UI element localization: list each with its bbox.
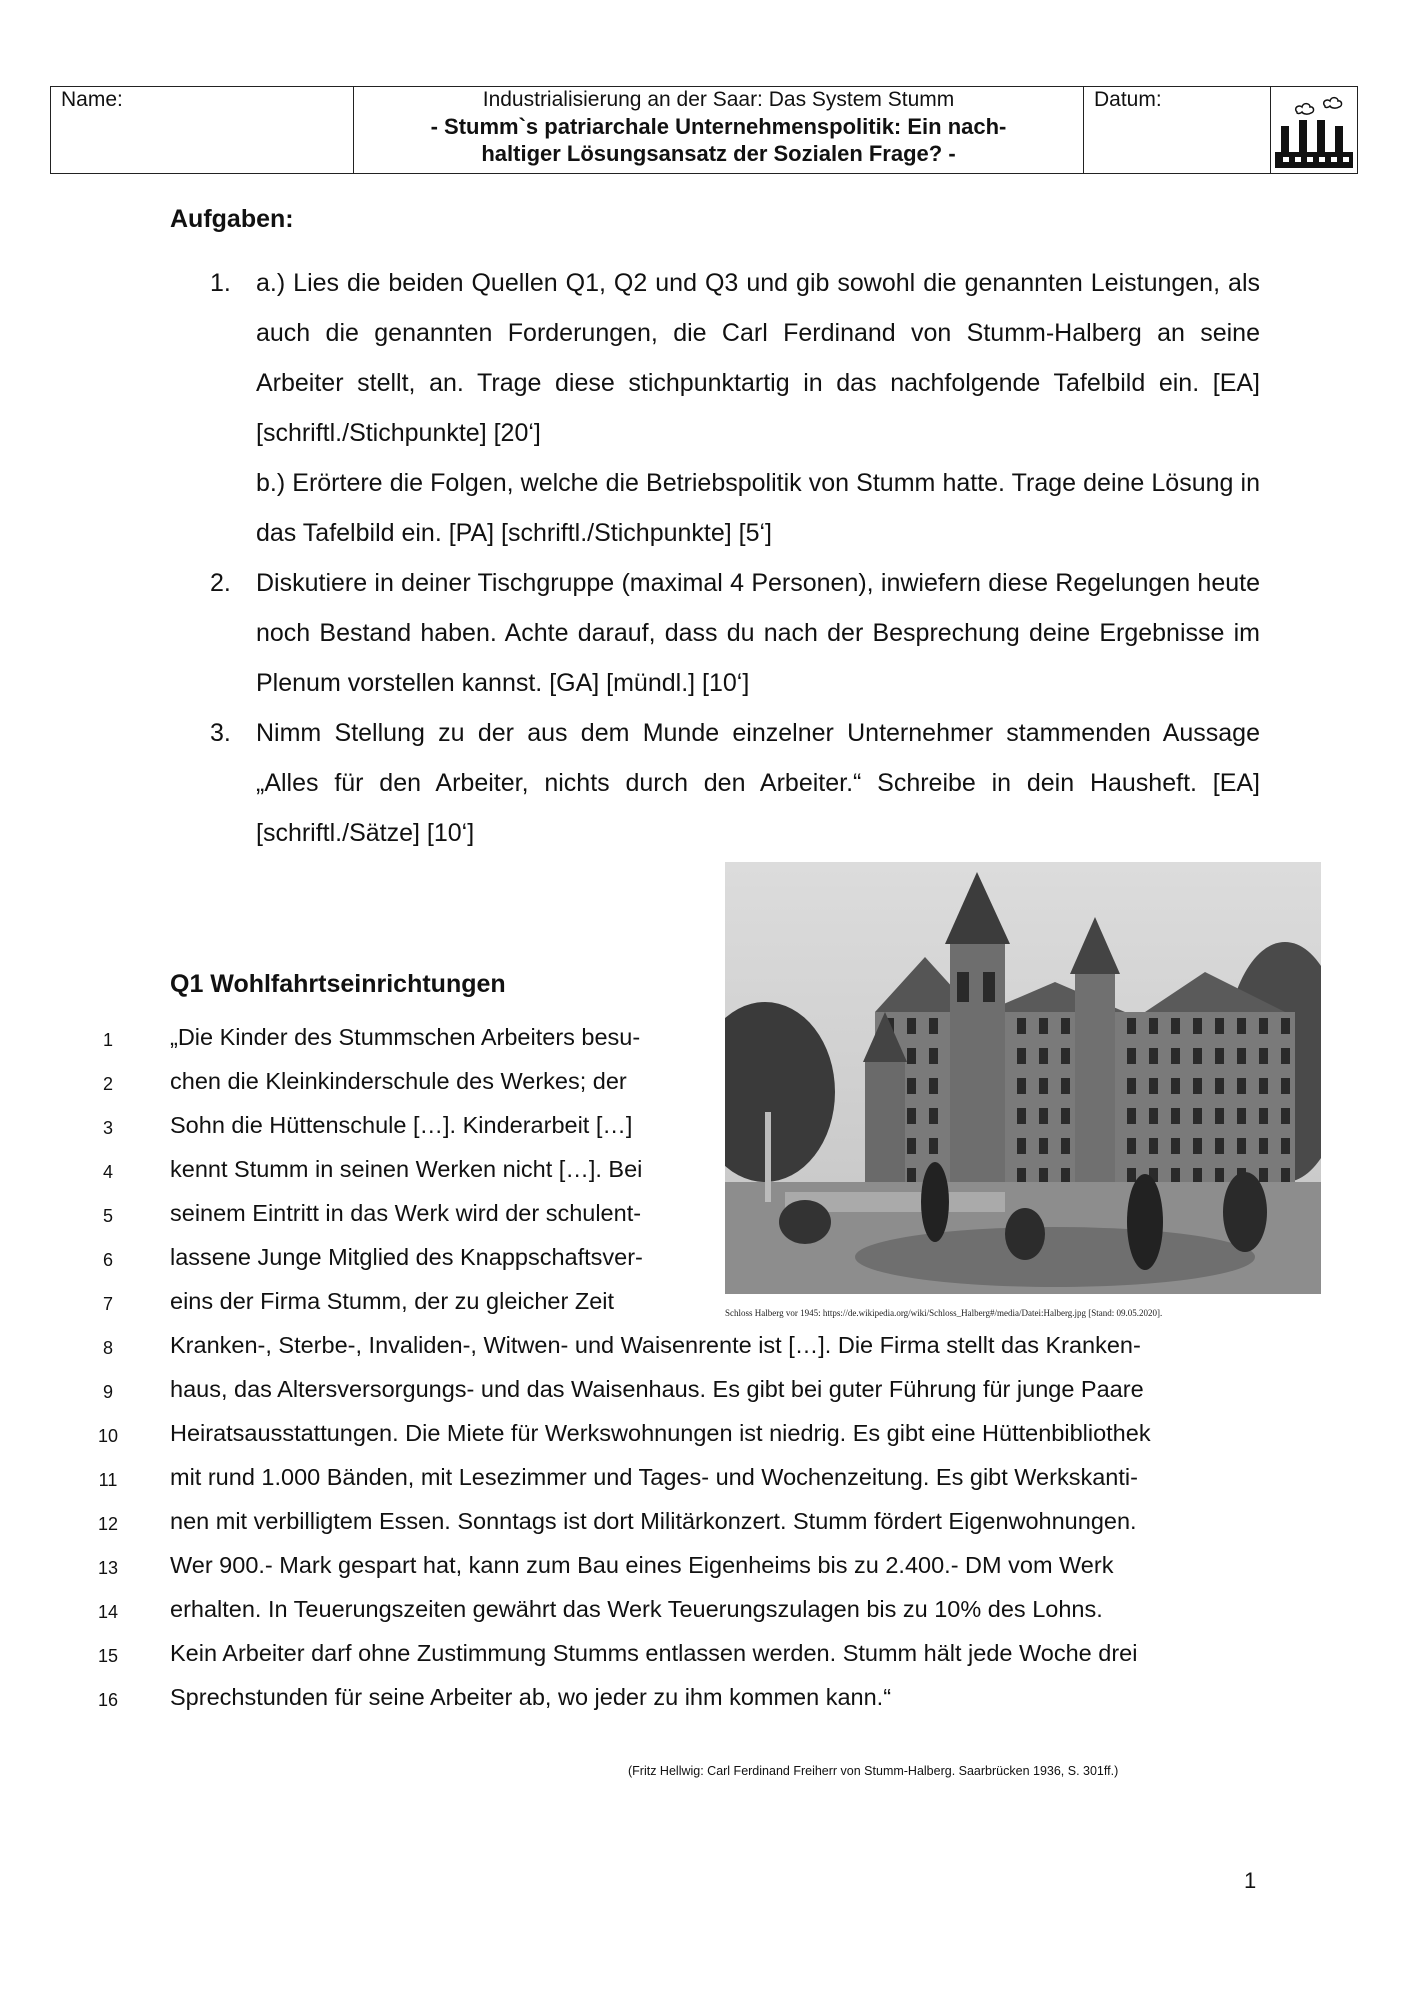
date-cell (1084, 87, 1271, 173)
line-number: 10 (97, 1426, 119, 1446)
line-number: 14 (97, 1602, 119, 1622)
line-text: haus, das Altersversorgungs- und das Waisenhaus. Es gibt bei guter Führung für junge Paare (170, 1376, 1144, 1402)
line-number: 8 (102, 1338, 113, 1358)
name-cell (51, 87, 354, 173)
task-1a (210, 258, 1260, 458)
line-number: 11 (98, 1470, 118, 1490)
worksheet-header (50, 86, 1358, 174)
line-number: 9 (102, 1382, 113, 1402)
line-text: chen die Kleinkinderschule des Werkes; der (170, 1068, 627, 1094)
text-line (0, 1332, 1414, 1378)
text-line (0, 1684, 1414, 1730)
line-number: 4 (102, 1162, 113, 1182)
task-text: b.) Erörtere die Folgen, welche die Betriebspolitik von Stumm hatte. Trage deine Lösung in das Tafelbild ein. [PA] [schriftl./Stichpunkte] [5‘] (256, 469, 1260, 547)
line-number: 7 (102, 1294, 113, 1314)
line-text: lassene Junge Mitglied des Knappschaftsver- (170, 1244, 643, 1270)
text-line (0, 1508, 1414, 1554)
tasks-heading: Aufgaben: (170, 205, 294, 233)
subtitle-line-2: haltiger Lösungsansatz der Sozialen Frage? - (481, 141, 956, 166)
text-line (0, 1640, 1414, 1686)
line-text: Kranken-, Sterbe-, Invaliden-, Witwen- und Waisenrente ist […]. Die Firma stellt das Kranken- (170, 1332, 1141, 1358)
line-text: kennt Stumm in seinen Werken nicht […]. Bei (170, 1156, 643, 1182)
topic-title: Industrialisierung an der Saar: Das System Stumm (482, 88, 955, 111)
name-label: Name: (61, 88, 123, 111)
text-line (0, 1376, 1414, 1422)
line-text: Wer 900.- Mark gespart hat, kann zum Bau eines Eigenheims bis zu 2.400.- DM vom Werk (170, 1552, 1114, 1578)
text-line (0, 1200, 1414, 1246)
task-text: Diskutiere in deiner Tischgruppe (maximal 4 Personen), inwiefern diese Regelungen heute noch Bestand haben. Achte darauf, dass du nach der Besprechung deine Ergebnisse im Plenum vorstellen kannst. [GA] [mündl.] [10‘] (256, 569, 1260, 697)
line-number: 6 (102, 1250, 113, 1270)
line-text: Heiratsausstattungen. Die Miete für Werkswohnungen ist niedrig. Es gibt eine Hüttenbibliothek (170, 1420, 1151, 1446)
line-text: „Die Kinder des Stummschen Arbeiters besu- (170, 1024, 641, 1050)
line-text: erhalten. In Teuerungszeiten gewährt das Werk Teuerungszulagen bis zu 10% des Lohns. (170, 1596, 1103, 1622)
line-number: 15 (97, 1646, 119, 1666)
title-cell (354, 87, 1084, 173)
line-number: 2 (102, 1074, 113, 1094)
task-text: a.) Lies die beiden Quellen Q1, Q2 und Q3 und gib sowohl die genannten Leistungen, als auch die genannten Forderungen, die Carl Ferdinand von Stumm-Halberg an seine Arbeiter stellt, an. Trage diese stichpunktartig in das nachfolgende Tafelbild ein. [EA] [schriftl./Stichpunkte] [20‘] (256, 269, 1260, 447)
date-label: Datum: (1094, 88, 1162, 111)
text-line (0, 1464, 1414, 1510)
task-number: 3. (210, 719, 231, 747)
task-list (210, 258, 1260, 858)
line-text: Kein Arbeiter darf ohne Zustimmung Stumms entlassen werden. Stumm hält jede Woche drei (170, 1640, 1138, 1666)
line-text: Sohn die Hüttenschule […]. Kinderarbeit […] (170, 1112, 633, 1138)
line-text: eins der Firma Stumm, der zu gleicher Zeit (170, 1288, 615, 1314)
text-line (0, 1288, 1414, 1334)
task-3 (210, 708, 1260, 858)
q1-heading: Q1 Wohlfahrtseinrichtungen (170, 970, 506, 998)
logo-cell (1271, 87, 1357, 173)
text-line (0, 1024, 1414, 1070)
line-text: Sprechstunden für seine Arbeiter ab, wo jeder zu ihm kommen kann.“ (170, 1684, 892, 1710)
line-text: nen mit verbilligtem Essen. Sonntags ist dort Militärkonzert. Stumm fördert Eigenwohnungen. (170, 1508, 1137, 1534)
task-text: Nimm Stellung zu der aus dem Munde einzelner Unternehmer stammenden Aussage „Alles für den Arbeiter, nichts durch den Arbeiter.“ Schreibe in dein Hausheft. [EA] [schriftl./Sätze] [10‘] (256, 719, 1260, 847)
photo-caption: Schloss Halberg vor 1945: https://de.wikipedia.org/wiki/Schloss_Halberg#/media/Datei:Halberg.jpg [Stand: 09.05.2020]. (725, 1308, 1163, 1318)
text-line (0, 1596, 1414, 1642)
factory-icon (1273, 90, 1355, 170)
line-number: 16 (97, 1690, 119, 1710)
task-2 (210, 558, 1260, 708)
text-line (0, 1420, 1414, 1466)
text-line (0, 1156, 1414, 1202)
page-number: 1 (1244, 1868, 1257, 1893)
line-text: seinem Eintritt in das Werk wird der schulent- (170, 1200, 642, 1226)
task-number: 2. (210, 569, 231, 597)
line-number: 1 (102, 1030, 113, 1050)
line-text: mit rund 1.000 Bänden, mit Lesezimmer und Tages- und Wochenzeitung. Es gibt Werkskanti- (170, 1464, 1138, 1490)
source-citation: (Fritz Hellwig: Carl Ferdinand Freiherr von Stumm-Halberg. Saarbrücken 1936, S. 301ff.) (628, 1764, 1119, 1778)
line-number: 12 (97, 1514, 119, 1534)
text-line (0, 1112, 1414, 1158)
subtitle-line-1: - Stumm`s patriarchale Unternehmenspolitik: Ein nach- (430, 114, 1007, 139)
line-number: 13 (97, 1558, 119, 1578)
line-number: 5 (102, 1206, 113, 1226)
task-1b (210, 458, 1260, 558)
line-number: 3 (102, 1118, 113, 1138)
text-line (0, 1244, 1414, 1290)
task-number: 1. (210, 269, 231, 297)
text-line (0, 1068, 1414, 1114)
text-line (0, 1552, 1414, 1598)
